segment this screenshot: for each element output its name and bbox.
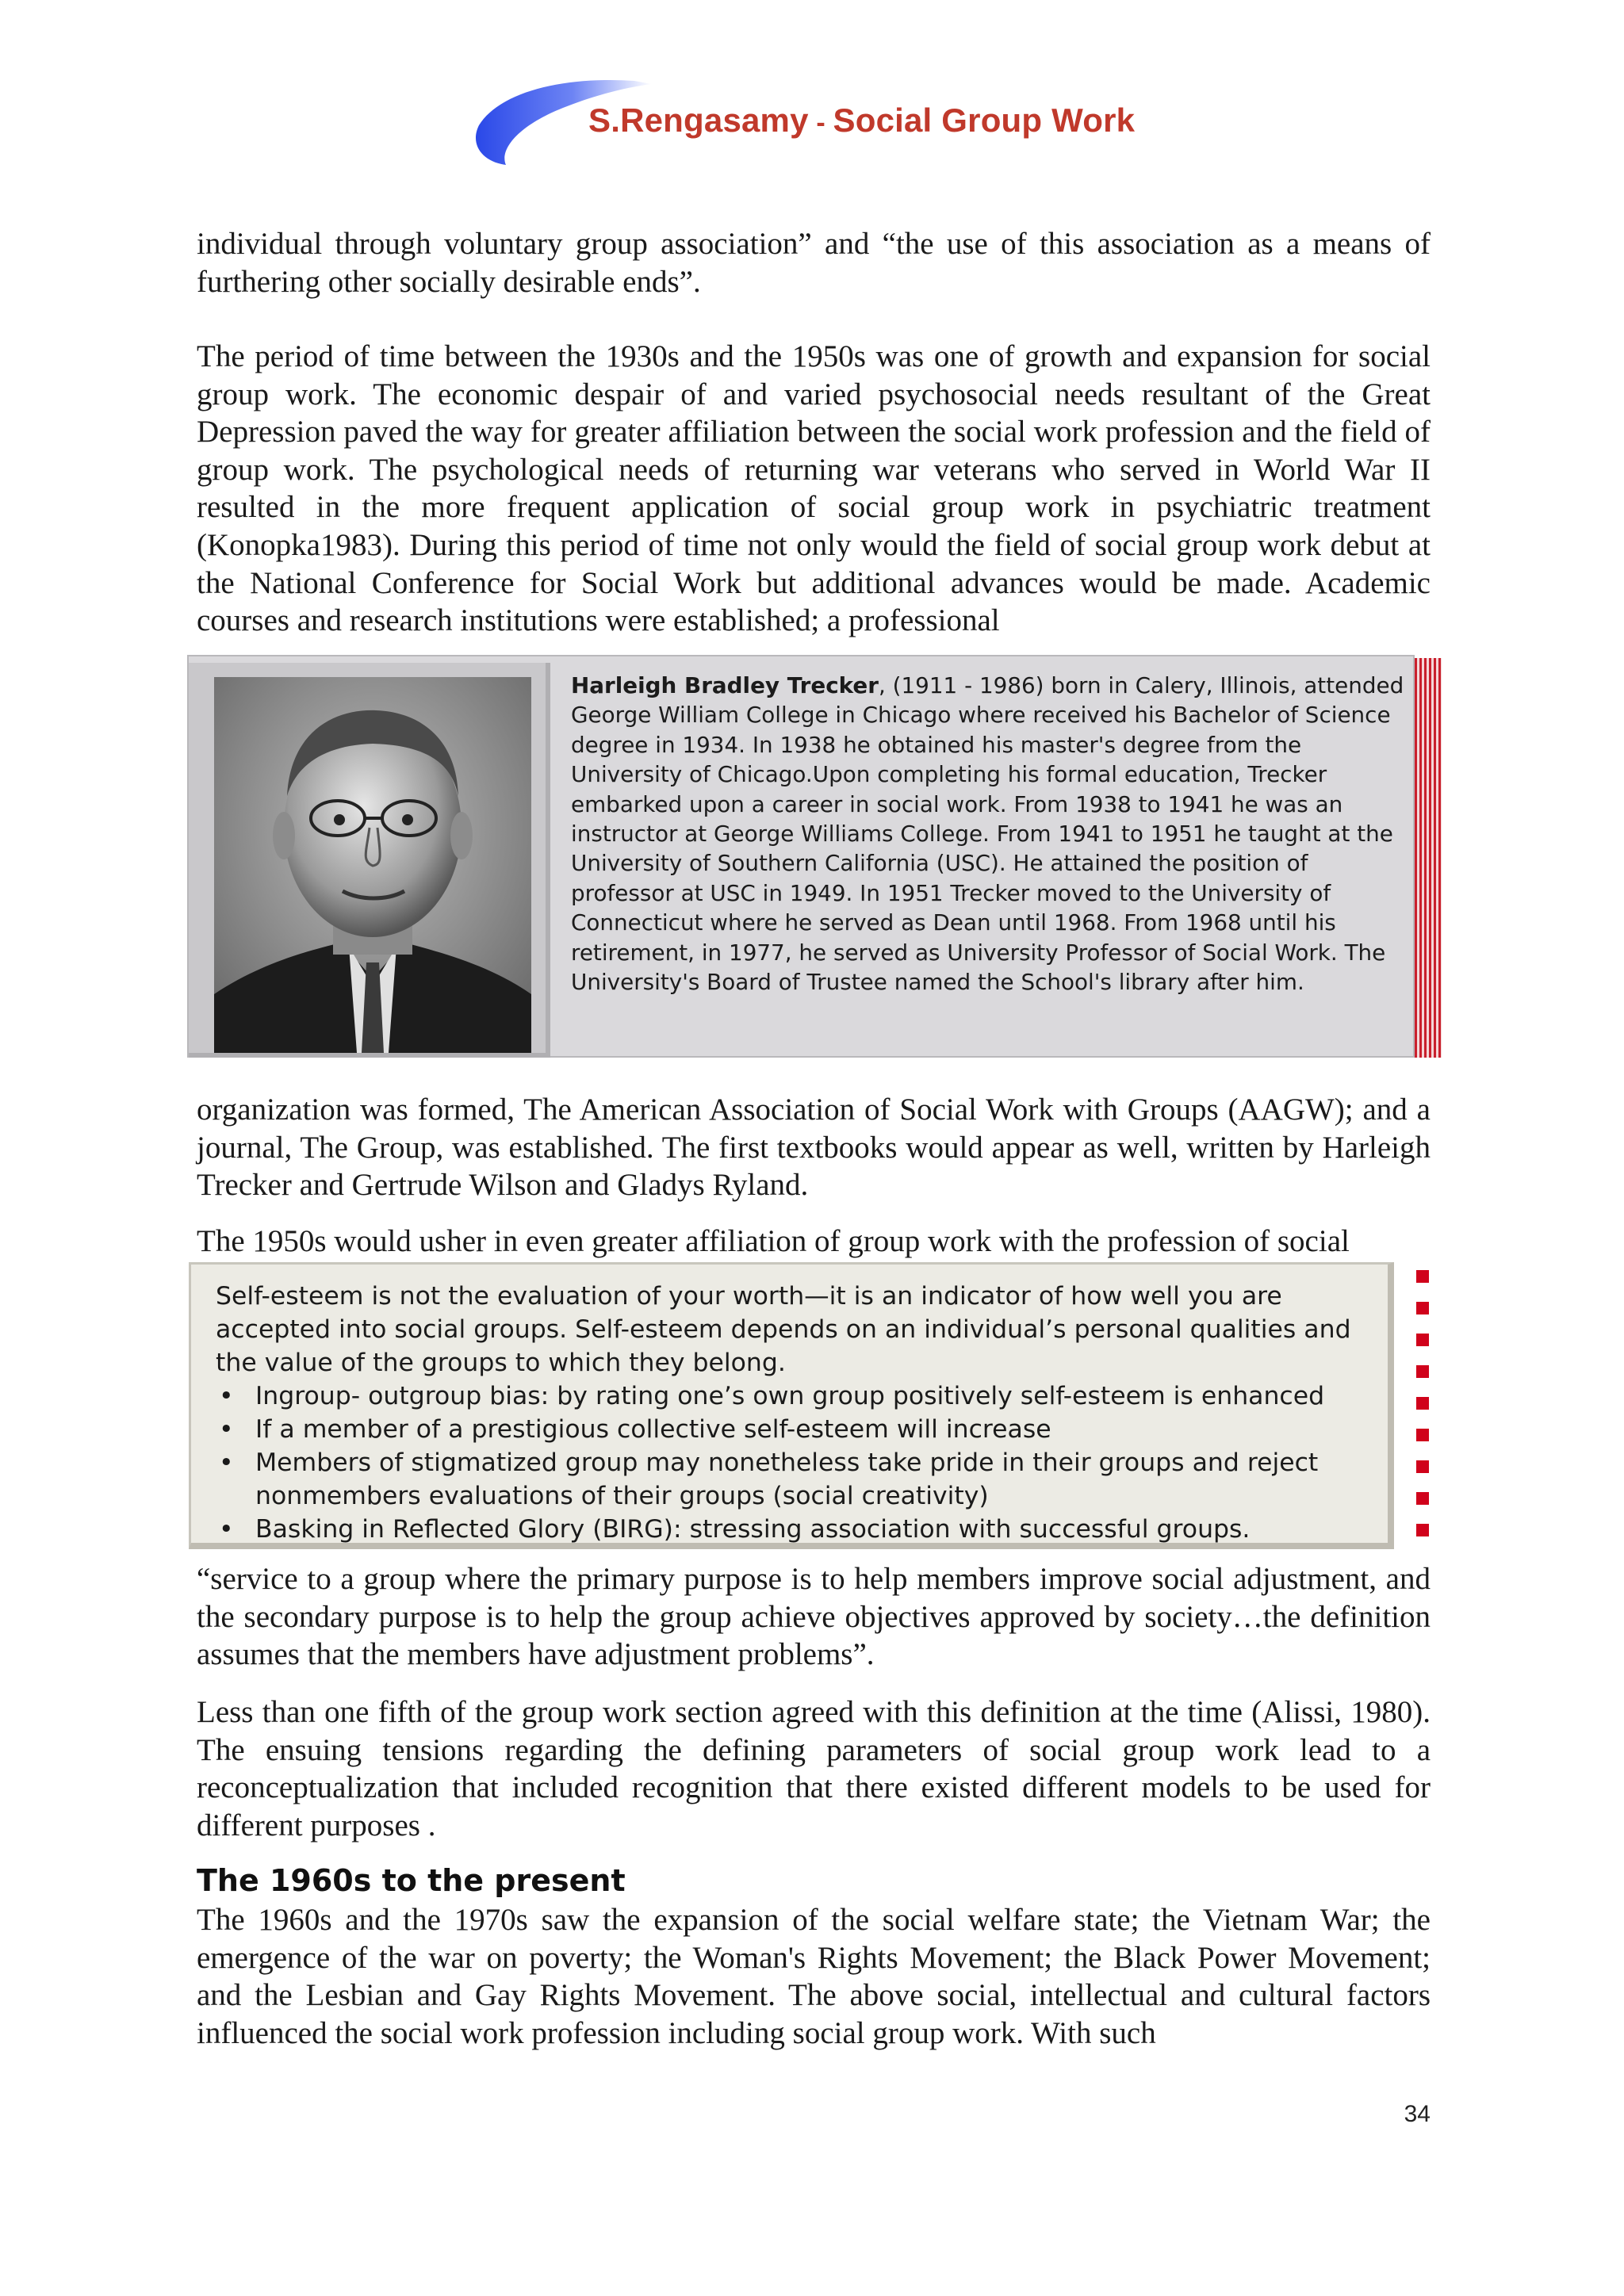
paragraph-1: individual through voluntary group association” and “the use of this association as a means of furthering other socially desirable ends”. — [197, 227, 1431, 299]
paragraph-2: The period of time between the 1930s and the 1950s was one of growth and expansion for social group work. The economic despair of and varied psychosocial needs resultant of the Great Depression paved the way for greater affiliation between the social work profession and the field of group work. The psychological needs of returning war veterans who served in World War II resulted in the more frequent application of social group work in psychiatric treatment (Konopka1983). During this period of time not only would the field of social group work debut at the National Conference for Social Work but additional advances would be made. Academic courses and research institutions were established; a professional — [197, 339, 1431, 638]
self-esteem-intro: Self-esteem is not the evaluation of your worth—it is an indicator of how well you are accepted into social groups. Self-esteem depends on an individual’s personal qualities and the value of the groups to which they belong. — [216, 1282, 1351, 1377]
list-item: • If a member of a prestigious collective self-esteem will increase — [216, 1413, 1381, 1446]
list-item: • Members of stigmatized group may nonetheless take pride in their groups and reject nonmembers evaluations of their groups (social creativity) — [216, 1446, 1381, 1513]
bio-stripe-decoration — [1415, 658, 1442, 1058]
paragraph-5: “service to a group where the primary purpose is to help members improve social adjustment, and the secondary purpose is to help the group achieve objectives approved by society…the definition assumes that the members have adjustment problems”. — [197, 1562, 1431, 1672]
page-number: 34 — [1404, 2101, 1431, 2127]
paragraph-3: organization was formed, The American Association of Social Work with Groups (AAGW); and a journal, The Group, was established. The first textbooks would appear as well, written by Harleigh Trecker and Gertrude Wilson and Gladys Ryland. — [197, 1093, 1431, 1203]
header-subject: Social Group Work — [833, 101, 1136, 139]
list-item: • Ingroup- outgroup bias: by rating one’s own group positively self-esteem is enhanced — [216, 1380, 1381, 1413]
list-item: • Basking in Reflected Glory (BIRG): stressing association with successful groups. — [216, 1513, 1381, 1546]
square-bullet-decoration — [1416, 1265, 1432, 1548]
paragraph-7: The 1960s and the 1970s saw the expansion of the social welfare state; the Vietnam War; the emergence of the war on poverty; the Woman's Rights Movement; the Black Power Movement; and the Lesbian and Gay Rights Movement. The above social, intellectual and cultural factors influenced the social work profession including social group work. With such — [197, 1903, 1431, 2050]
photo-frame — [189, 663, 550, 1058]
trecker-portrait-photo — [214, 677, 531, 1053]
header-author: S.Rengasamy — [588, 101, 809, 139]
bio-body: , (1911 - 1986) born in Calery, Illinois, attended George William College in Chicago where received his Bachelor of Science degree in 1934. In 1938 he obtained his master's degree from the University of Chicago.Upon completing his formal education, Trecker embarked upon a career in social work. From 1938 to 1941 he was an instructor at George Williams College. From 1941 to 1951 he taught at the University of Southern California (USC). He attained the position of professor at USC in 1949. In 1951 Trecker moved to the University of Connecticut where he served as Dean until 1968. From 1968 until his retirement, in 1977, he served as University Professor of Social Work. The University's Board of Trustee named the School's library after him. — [571, 672, 1404, 996]
bio-text — [571, 671, 1413, 997]
section-heading: The 1960s to the present — [197, 1863, 626, 1898]
paragraph-6: Less than one fifth of the group work section agreed with this definition at the time (Alissi, 1980). The ensuing tensions regarding the defining parameters of social group work lead to a reconceptualization that included recognition that there existed different models to be used for different purposes . — [197, 1695, 1431, 1843]
self-esteem-list — [216, 1380, 1381, 1546]
header-separator: - — [808, 108, 833, 138]
self-esteem-box — [189, 1262, 1434, 1549]
paragraph-4: The 1950s would usher in even greater affiliation of group work with the profession of social — [197, 1224, 1350, 1258]
page-header — [468, 76, 1166, 179]
trecker-bio-box — [187, 655, 1440, 1058]
bio-name: Harleigh Bradley Trecker — [571, 672, 879, 698]
header-title — [588, 101, 1135, 140]
